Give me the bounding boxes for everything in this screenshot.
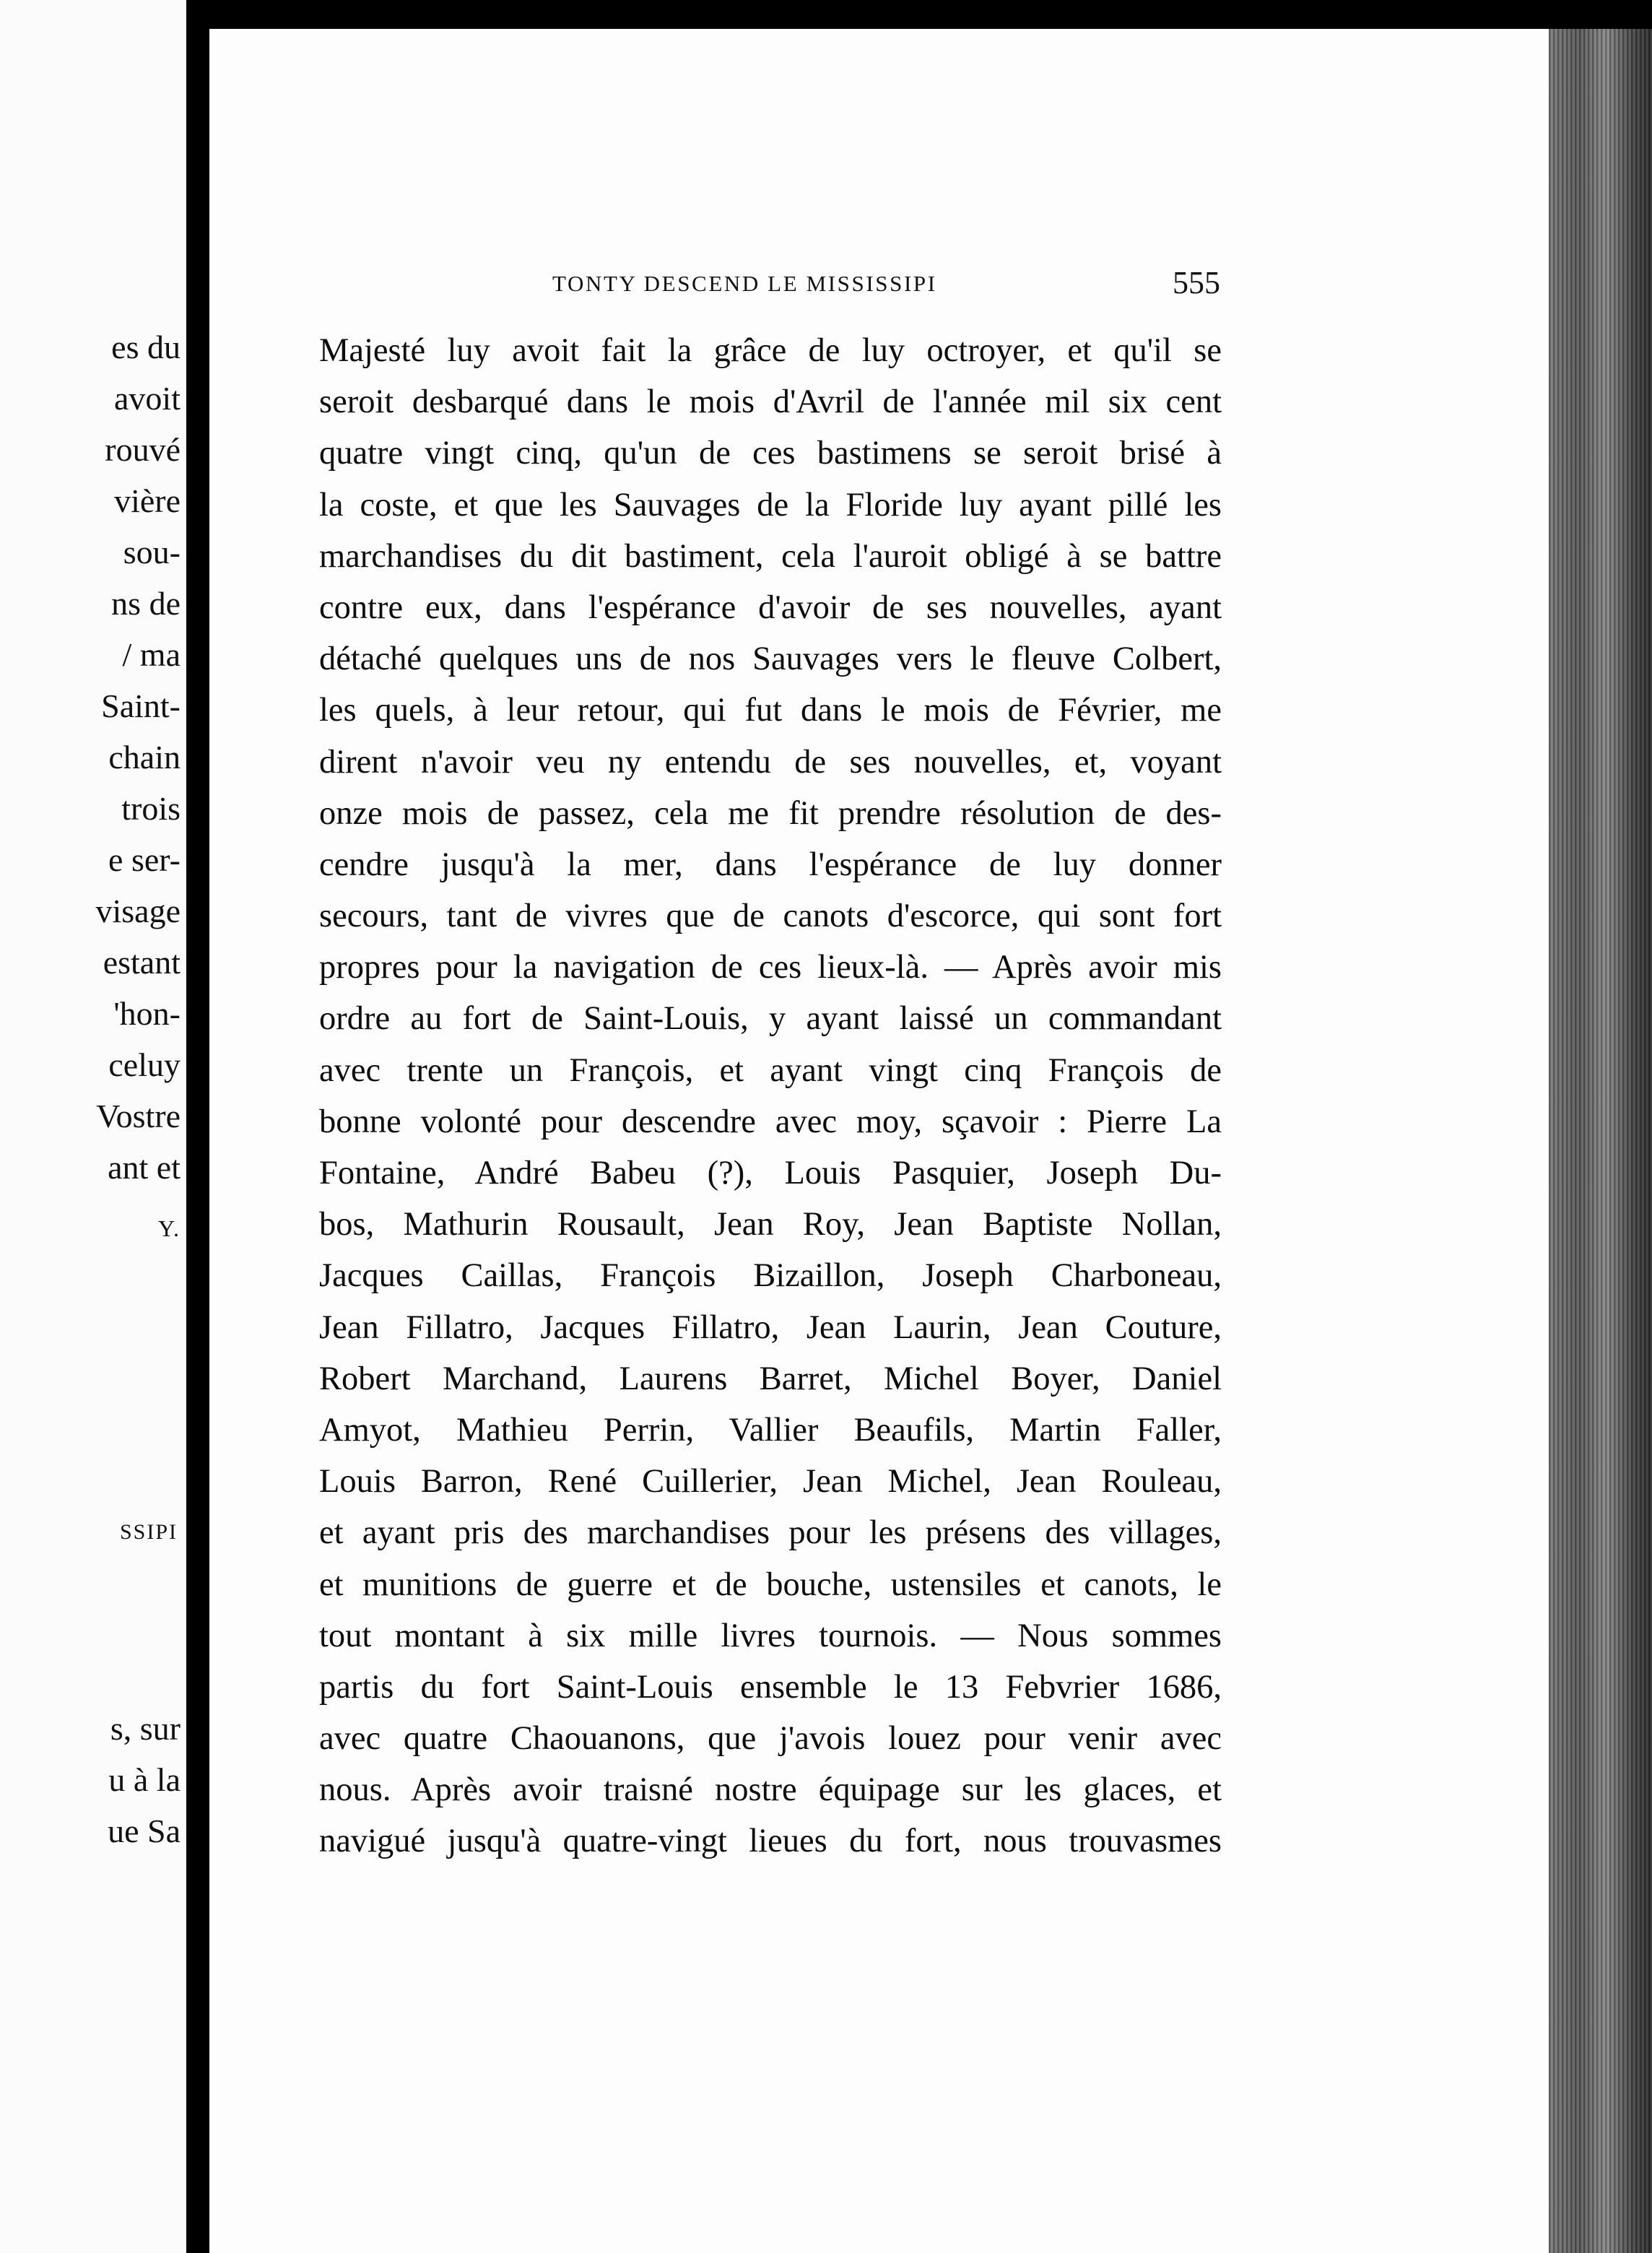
facing-page-bottom-text: [108, 1703, 181, 1857]
text-line: bos, Mathurin Rousault, Jean Roy, Jean Baptiste Nollan,: [319, 1206, 1222, 1243]
facing-line: Saint-: [101, 687, 181, 724]
facing-line: e ser-: [108, 841, 181, 878]
text-line: tout montant à six mille livres tournois. — Nous sommes: [319, 1617, 1222, 1654]
text-line: nous. Après avoir traisné nostre équipage sur les glaces, et: [319, 1771, 1222, 1809]
text-line: Jean Fillatro, Jacques Fillatro, Jean Laurin, Jean Couture,: [319, 1308, 1222, 1346]
text-line: marchandises du dit bastiment, cela l'auroit obligé à se battre: [319, 537, 1222, 575]
page-edge-stack: [1549, 29, 1652, 2253]
text-line: onze mois de passez, cela me fit prendre résolution de des-: [319, 794, 1222, 832]
facing-line: chain: [108, 739, 181, 776]
facing-page-left: [0, 0, 186, 2253]
facing-line: Vostre: [96, 1098, 181, 1134]
facing-line: estant: [103, 944, 181, 981]
text-line: Louis Barron, René Cuillerier, Jean Michel, Jean Rouleau,: [319, 1463, 1222, 1501]
facing-line: ant et: [108, 1149, 181, 1186]
facing-line: celuy: [108, 1046, 181, 1083]
text-line: et ayant pris des marchandises pour les présens des villages,: [319, 1514, 1222, 1552]
text-line: et munitions de guerre et de bouche, ustensiles et canots, le: [319, 1566, 1222, 1603]
text-line: Robert Marchand, Laurens Barret, Michel Boyer, Daniel: [319, 1360, 1222, 1397]
text-line: les quels, à leur retour, qui fut dans le mois de Février, me: [319, 692, 1222, 729]
text-line: détaché quelques uns de nos Sauvages vers le fleuve Colbert,: [319, 641, 1222, 678]
text-line: secours, tant de vivres que de canots d'escorce, qui sont fort: [319, 898, 1222, 935]
text-line: Majesté luy avoit fait la grâce de luy octroyer, et qu'il se: [319, 332, 1222, 369]
text-line: partis du fort Saint-Louis ensemble le 13 Febvrier 1686,: [319, 1668, 1222, 1706]
facing-line: visage: [95, 893, 181, 929]
facing-line: avoit: [114, 380, 181, 417]
facing-line: / ma: [122, 636, 181, 673]
facing-line: rouvé: [105, 431, 181, 468]
facing-line: 'hon-: [113, 995, 181, 1032]
text-line: ordre au fort de Saint-Louis, y ayant laissé un commandant: [319, 1000, 1222, 1038]
facing-line: sou-: [123, 534, 181, 570]
text-line: propres pour la navigation de ces lieux-là. — Après avoir mis: [319, 949, 1222, 986]
running-head: [321, 267, 1220, 311]
text-line: Jacques Caillas, François Bizaillon, Joseph Charboneau,: [319, 1257, 1222, 1295]
facing-line: s, sur: [110, 1710, 181, 1747]
facing-line: vière: [114, 482, 181, 519]
body-text: [319, 325, 1222, 1867]
text-line: contre eux, dans l'espérance d'avoir de ses nouvelles, ayant: [319, 589, 1222, 626]
running-title: TONTY DESCEND LE MISSISSIPI: [552, 271, 937, 296]
facing-line: u à la: [108, 1761, 181, 1798]
text-line: navigué jusqu'à quatre-vingt lieues du fort, nous trouvasmes: [319, 1823, 1222, 1860]
facing-line: trois: [121, 790, 181, 827]
facing-signature: Y.: [158, 1215, 181, 1241]
text-line: quatre vingt cinq, qu'un de ces bastimens se seroit brisé à: [319, 435, 1222, 472]
page-number: 555: [1173, 265, 1220, 300]
facing-page-text: [95, 321, 181, 1254]
facing-line: ns de: [111, 585, 181, 622]
text-line: la coste, et que les Sauvages de la Floride luy ayant pillé les: [319, 486, 1222, 524]
text-line: avec trente un François, et ayant vingt cinq François de: [319, 1051, 1222, 1089]
facing-running-head: SSIPI: [119, 1520, 178, 1544]
text-line: cendre jusqu'à la mer, dans l'espérance de luy donner: [319, 846, 1222, 883]
text-line: Fontaine, André Babeu (?), Louis Pasquier, Joseph Du-: [319, 1155, 1222, 1191]
text-line: seroit desbarqué dans le mois d'Avril de l'année mil six cent: [319, 383, 1222, 421]
facing-line: ue Sa: [108, 1813, 181, 1849]
text-line: avec quatre Chaouanons, que j'avois louez pour venir avec: [319, 1720, 1222, 1758]
facing-line: es du: [111, 329, 181, 365]
text-line: Amyot, Mathieu Perrin, Vallier Beaufils, Martin Faller,: [319, 1411, 1222, 1449]
text-line: dirent n'avoir veu ny entendu de ses nouvelles, et, voyant: [319, 743, 1222, 781]
text-line: bonne volonté pour descendre avec moy, sçavoir : Pierre La: [319, 1103, 1222, 1140]
